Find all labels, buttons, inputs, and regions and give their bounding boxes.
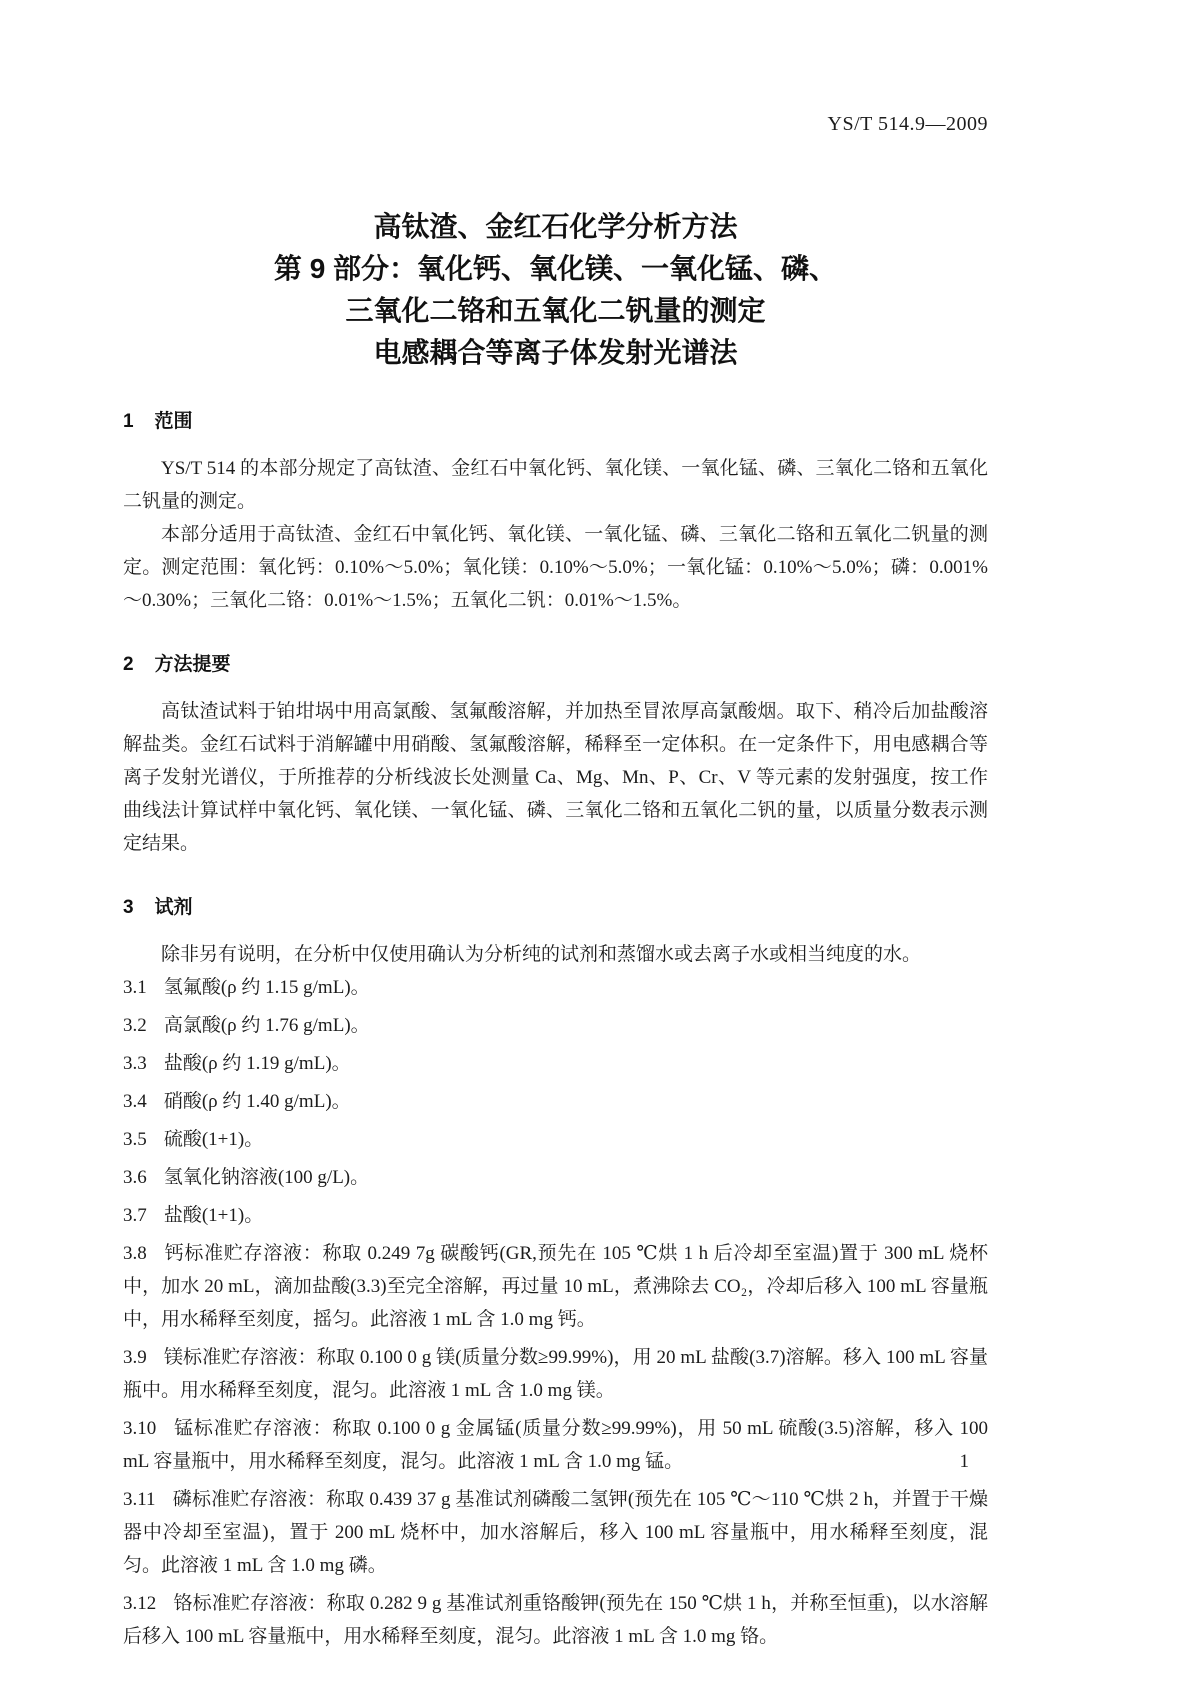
reagent-item-3-4 (123, 1085, 988, 1118)
document-title-line-2: 第 9 部分：氧化钙、氧化镁、一氧化锰、磷、 (273, 253, 838, 284)
section-3-intro: 除非另有说明，在分析中仅使用确认为分析纯的试剂和蒸馏水或去离子水或相当纯度的水。 (161, 944, 922, 965)
item-number: 3.8 (123, 1243, 147, 1264)
item-number: 3.11 (123, 1489, 156, 1510)
section-3-title: 试剂 (154, 897, 193, 918)
item-number: 3.3 (123, 1053, 147, 1074)
section-2-number: 2 (123, 654, 134, 675)
reagent-item-3-2 (123, 1009, 988, 1042)
item-text: 硫酸(1+1)。 (163, 1129, 264, 1150)
reagent-item-3-12 (123, 1587, 988, 1653)
document-title-line-3: 三氧化二铬和五氧化二钒量的测定 (345, 295, 766, 326)
reagent-item-3-10 (123, 1412, 988, 1478)
reagent-item-3-1 (123, 971, 988, 1004)
document-title-line-1: 高钛渣、金红石化学分析方法 (373, 211, 738, 242)
item-text: 硝酸(ρ 约 1.40 g/mL)。 (163, 1091, 351, 1112)
item-number: 3.6 (123, 1167, 147, 1188)
item-text: 盐酸(1+1)。 (163, 1205, 264, 1226)
section-2-title: 方法提要 (154, 654, 231, 675)
document-title-line-4: 电感耦合等离子体发射光谱法 (373, 337, 738, 368)
item-number: 3.4 (123, 1091, 147, 1112)
item-number: 3.1 (123, 977, 147, 998)
reagent-item-3-5 (123, 1123, 988, 1156)
item-text: 磷标准贮存溶液：称取 0.439 37 g 基准试剂磷酸二氢钾(预先在 105 ℃～110 ℃烘 2 h，并置于干燥器中冷却至室温)，置于 200 mL 烧杯中，加水溶解后，移入 100 mL 容量瓶中，用水稀释至刻度，混匀。此溶液 1 mL 含 1.0 mg 磷。 (123, 1489, 988, 1576)
reagent-item-3-7 (123, 1199, 988, 1232)
section-1-paragraph-1: YS/T 514 的本部分规定了高钛渣、金红石中氧化钙、氧化镁、一氧化锰、磷、三氧化二铬和五氧化二钒量的测定。 (123, 458, 988, 512)
standard-number: YS/T 514.9—2009 (827, 113, 988, 135)
item-text: 镁标准贮存溶液：称取 0.100 0 g 镁(质量分数≥99.99%)，用 20 mL 盐酸(3.7)溶解。移入 100 mL 容量瓶中。用水稀释至刻度，混匀。此溶液 1 mL 含 1.0 mg 镁。 (123, 1347, 988, 1401)
section-2-heading (123, 653, 988, 677)
section-3-number: 3 (123, 897, 134, 918)
section-1-number: 1 (123, 411, 134, 432)
reagent-item-3-3 (123, 1047, 988, 1080)
item-number: 3.9 (123, 1347, 147, 1368)
section-2-paragraph-1: 高钛渣试料于铂坩埚中用高氯酸、氢氟酸溶解，并加热至冒浓厚高氯酸烟。取下、稍冷后加盐酸溶解盐类。金红石试料于消解罐中用硝酸、氢氟酸溶解，稀释至一定体积。在一定条件下，用电感耦合等离子发射光谱仪，于所推荐的分析线波长处测量 Ca、Mg、Mn、P、Cr、V 等元素的发射强度，按工作曲线法计算试样中氧化钙、氧化镁、一氧化锰、磷、三氧化二铬和五氧化二钒的量，以质量分数表示测定结果。 (123, 701, 988, 854)
item-text: 氢氟酸(ρ 约 1.15 g/mL)。 (163, 977, 370, 998)
item-text: 钙标准贮存溶液：称取 0.249 7g 碳酸钙(GR,预先在 105 ℃烘 1 h 后冷却至室温)置于 300 mL 烧杯中，加水 20 mL，滴加盐酸(3.3)至完全溶解，再过量 10 mL，煮沸除去 CO₂，冷却后移入 100 mL 容量瓶中，用水稀释至刻度，摇匀。此溶液 1 mL 含 1.0 mg 钙。 (123, 1243, 988, 1330)
item-number: 3.2 (123, 1015, 147, 1036)
item-number: 3.7 (123, 1205, 147, 1226)
document-title (123, 206, 988, 374)
reagent-item-3-8 (123, 1237, 988, 1336)
item-text: 铬标准贮存溶液：称取 0.282 9 g 基准试剂重铬酸钾(预先在 150 ℃烘 1 h，并称至恒重)，以水溶解后移入 100 mL 容量瓶中，用水稀释至刻度，混匀。此溶液 1 mL 含 1.0 mg 铬。 (123, 1593, 988, 1647)
section-1-heading (123, 410, 988, 434)
item-text: 锰标准贮存溶液：称取 0.100 0 g 金属锰(质量分数≥99.99%)，用 50 mL 硫酸(3.5)溶解，移入 100 mL 容量瓶中，用水稀释至刻度，混匀。此溶液 1 mL 含 1.0 mg 锰。 (123, 1418, 988, 1472)
reagent-item-3-11 (123, 1483, 988, 1582)
item-number: 3.5 (123, 1129, 147, 1150)
item-text: 盐酸(ρ 约 1.19 g/mL)。 (163, 1053, 351, 1074)
section-3-heading (123, 896, 988, 920)
item-number: 3.12 (123, 1593, 157, 1614)
reagent-item-3-6 (123, 1161, 988, 1194)
item-text: 氢氧化钠溶液(100 g/L)。 (163, 1167, 370, 1188)
item-number: 3.10 (123, 1418, 157, 1439)
page-number: 1 (959, 1451, 969, 1472)
reagent-item-3-9 (123, 1341, 988, 1407)
section-1-title: 范围 (154, 411, 193, 432)
section-1-paragraph-2: 本部分适用于高钛渣、金红石中氧化钙、氧化镁、一氧化锰、磷、三氧化二铬和五氧化二钒量的测定。测定范围：氧化钙：0.10%～5.0%；氧化镁：0.10%～5.0%；一氧化锰：0.10%～5.0%；磷：0.001%～0.30%；三氧化二铬：0.01%～1.5%；五氧化二钒：0.01%～1.5%。 (123, 524, 988, 611)
item-text: 高氯酸(ρ 约 1.76 g/mL)。 (163, 1015, 370, 1036)
